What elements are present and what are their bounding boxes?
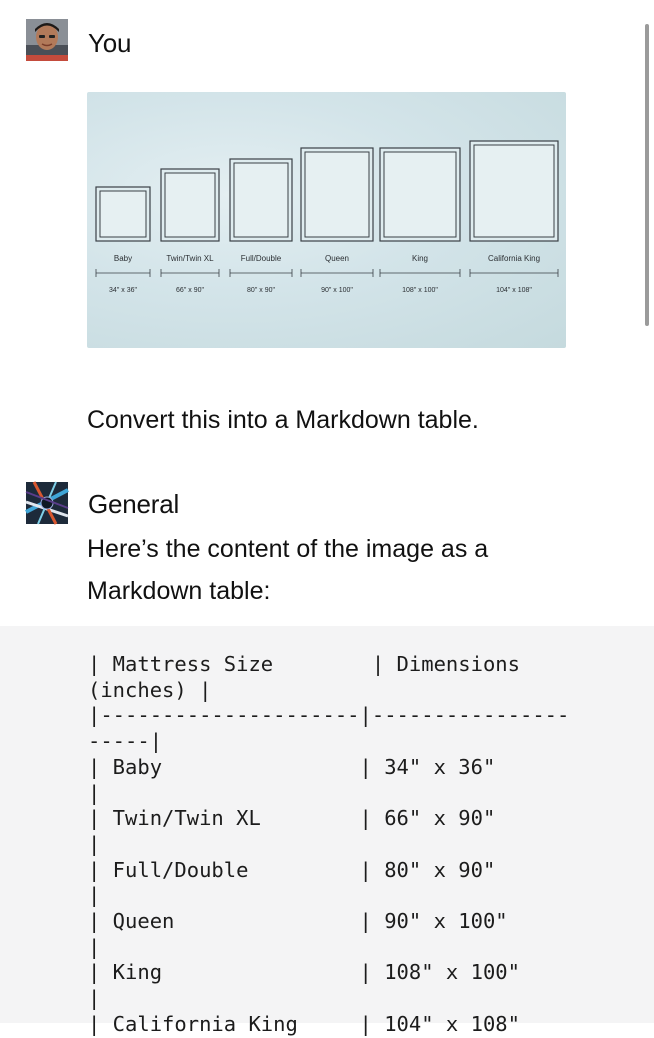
code-line: |---------------------|----------------: [88, 703, 570, 728]
dimension-line: [96, 269, 150, 277]
code-line: -----|: [88, 729, 163, 754]
mattress-size-4: [380, 148, 460, 294]
mattress-dimensions: 108" x 100": [402, 287, 438, 294]
abstract-art-avatar-icon: [26, 482, 68, 524]
user-photo-avatar-icon: [26, 19, 68, 61]
code-line: | California King | 104" x 108": [88, 1011, 520, 1036]
code-line: | Twin/Twin XL | 66" x 90": [88, 806, 496, 831]
mattress-inner: [234, 163, 288, 237]
mattress-inner: [384, 152, 456, 237]
mattress-label: Baby: [113, 254, 133, 263]
code-line: | Queen | 90" x 100": [88, 909, 508, 934]
scrollbar-thumb[interactable]: [645, 24, 649, 326]
mattress-label: Full/Double: [240, 254, 282, 263]
mattress-size-5: [470, 141, 558, 294]
markdown-table-code: [88, 652, 628, 1038]
code-line: |: [88, 780, 101, 805]
mattress-label: Queen: [324, 254, 350, 263]
mattress-inner: [100, 191, 146, 237]
user-message: Convert this into a Markdown table.: [87, 406, 479, 434]
attached-image[interactable]: [87, 92, 566, 348]
mattress-label: California King: [487, 254, 541, 263]
mattress-label: King: [411, 254, 429, 263]
mattress-dimensions: 104" x 108": [496, 287, 532, 294]
code-line: |: [88, 986, 101, 1011]
mattress-size-1: [161, 169, 219, 294]
code-line: |: [88, 934, 101, 959]
mattress-dimensions: 80" x 90": [247, 287, 275, 294]
dimension-line: [301, 269, 373, 277]
dimension-line: [380, 269, 460, 277]
code-block[interactable]: [0, 626, 654, 1036]
mattress-inner: [165, 173, 215, 237]
code-line: | Baby | 34" x 36": [88, 754, 496, 779]
code-line: | Mattress Size | Dimensions: [88, 652, 520, 676]
user-avatar[interactable]: [26, 19, 68, 61]
code-line: | King | 108" x 100": [88, 960, 520, 985]
dimension-line: [161, 269, 219, 277]
dimension-line: [230, 269, 292, 277]
mattress-dimensions: 66" x 90": [176, 287, 204, 294]
user-name: You: [88, 28, 132, 58]
mattress-size-3: [301, 148, 373, 294]
mattress-label: Twin/Twin XL: [166, 254, 214, 263]
mattress-inner: [474, 145, 554, 237]
code-line: | Full/Double | 80" x 90": [88, 857, 496, 882]
mattress-dimensions: 34" x 36": [109, 287, 137, 294]
assistant-name: General: [88, 489, 180, 519]
mattress-size-0: [96, 187, 150, 294]
mattress-inner: [305, 152, 369, 237]
assistant-intro: Here’s the content of the image as a Markdown table:: [87, 535, 489, 605]
mattress-dimensions: 90" x 100": [321, 287, 353, 294]
mattress-size-2: [230, 159, 292, 294]
code-line: (inches) |: [88, 677, 212, 702]
code-line: |: [88, 883, 101, 908]
dimension-line: [470, 269, 558, 277]
assistant-avatar[interactable]: [26, 482, 68, 524]
mattress-size-image: [87, 92, 566, 348]
code-line: |: [88, 831, 101, 856]
